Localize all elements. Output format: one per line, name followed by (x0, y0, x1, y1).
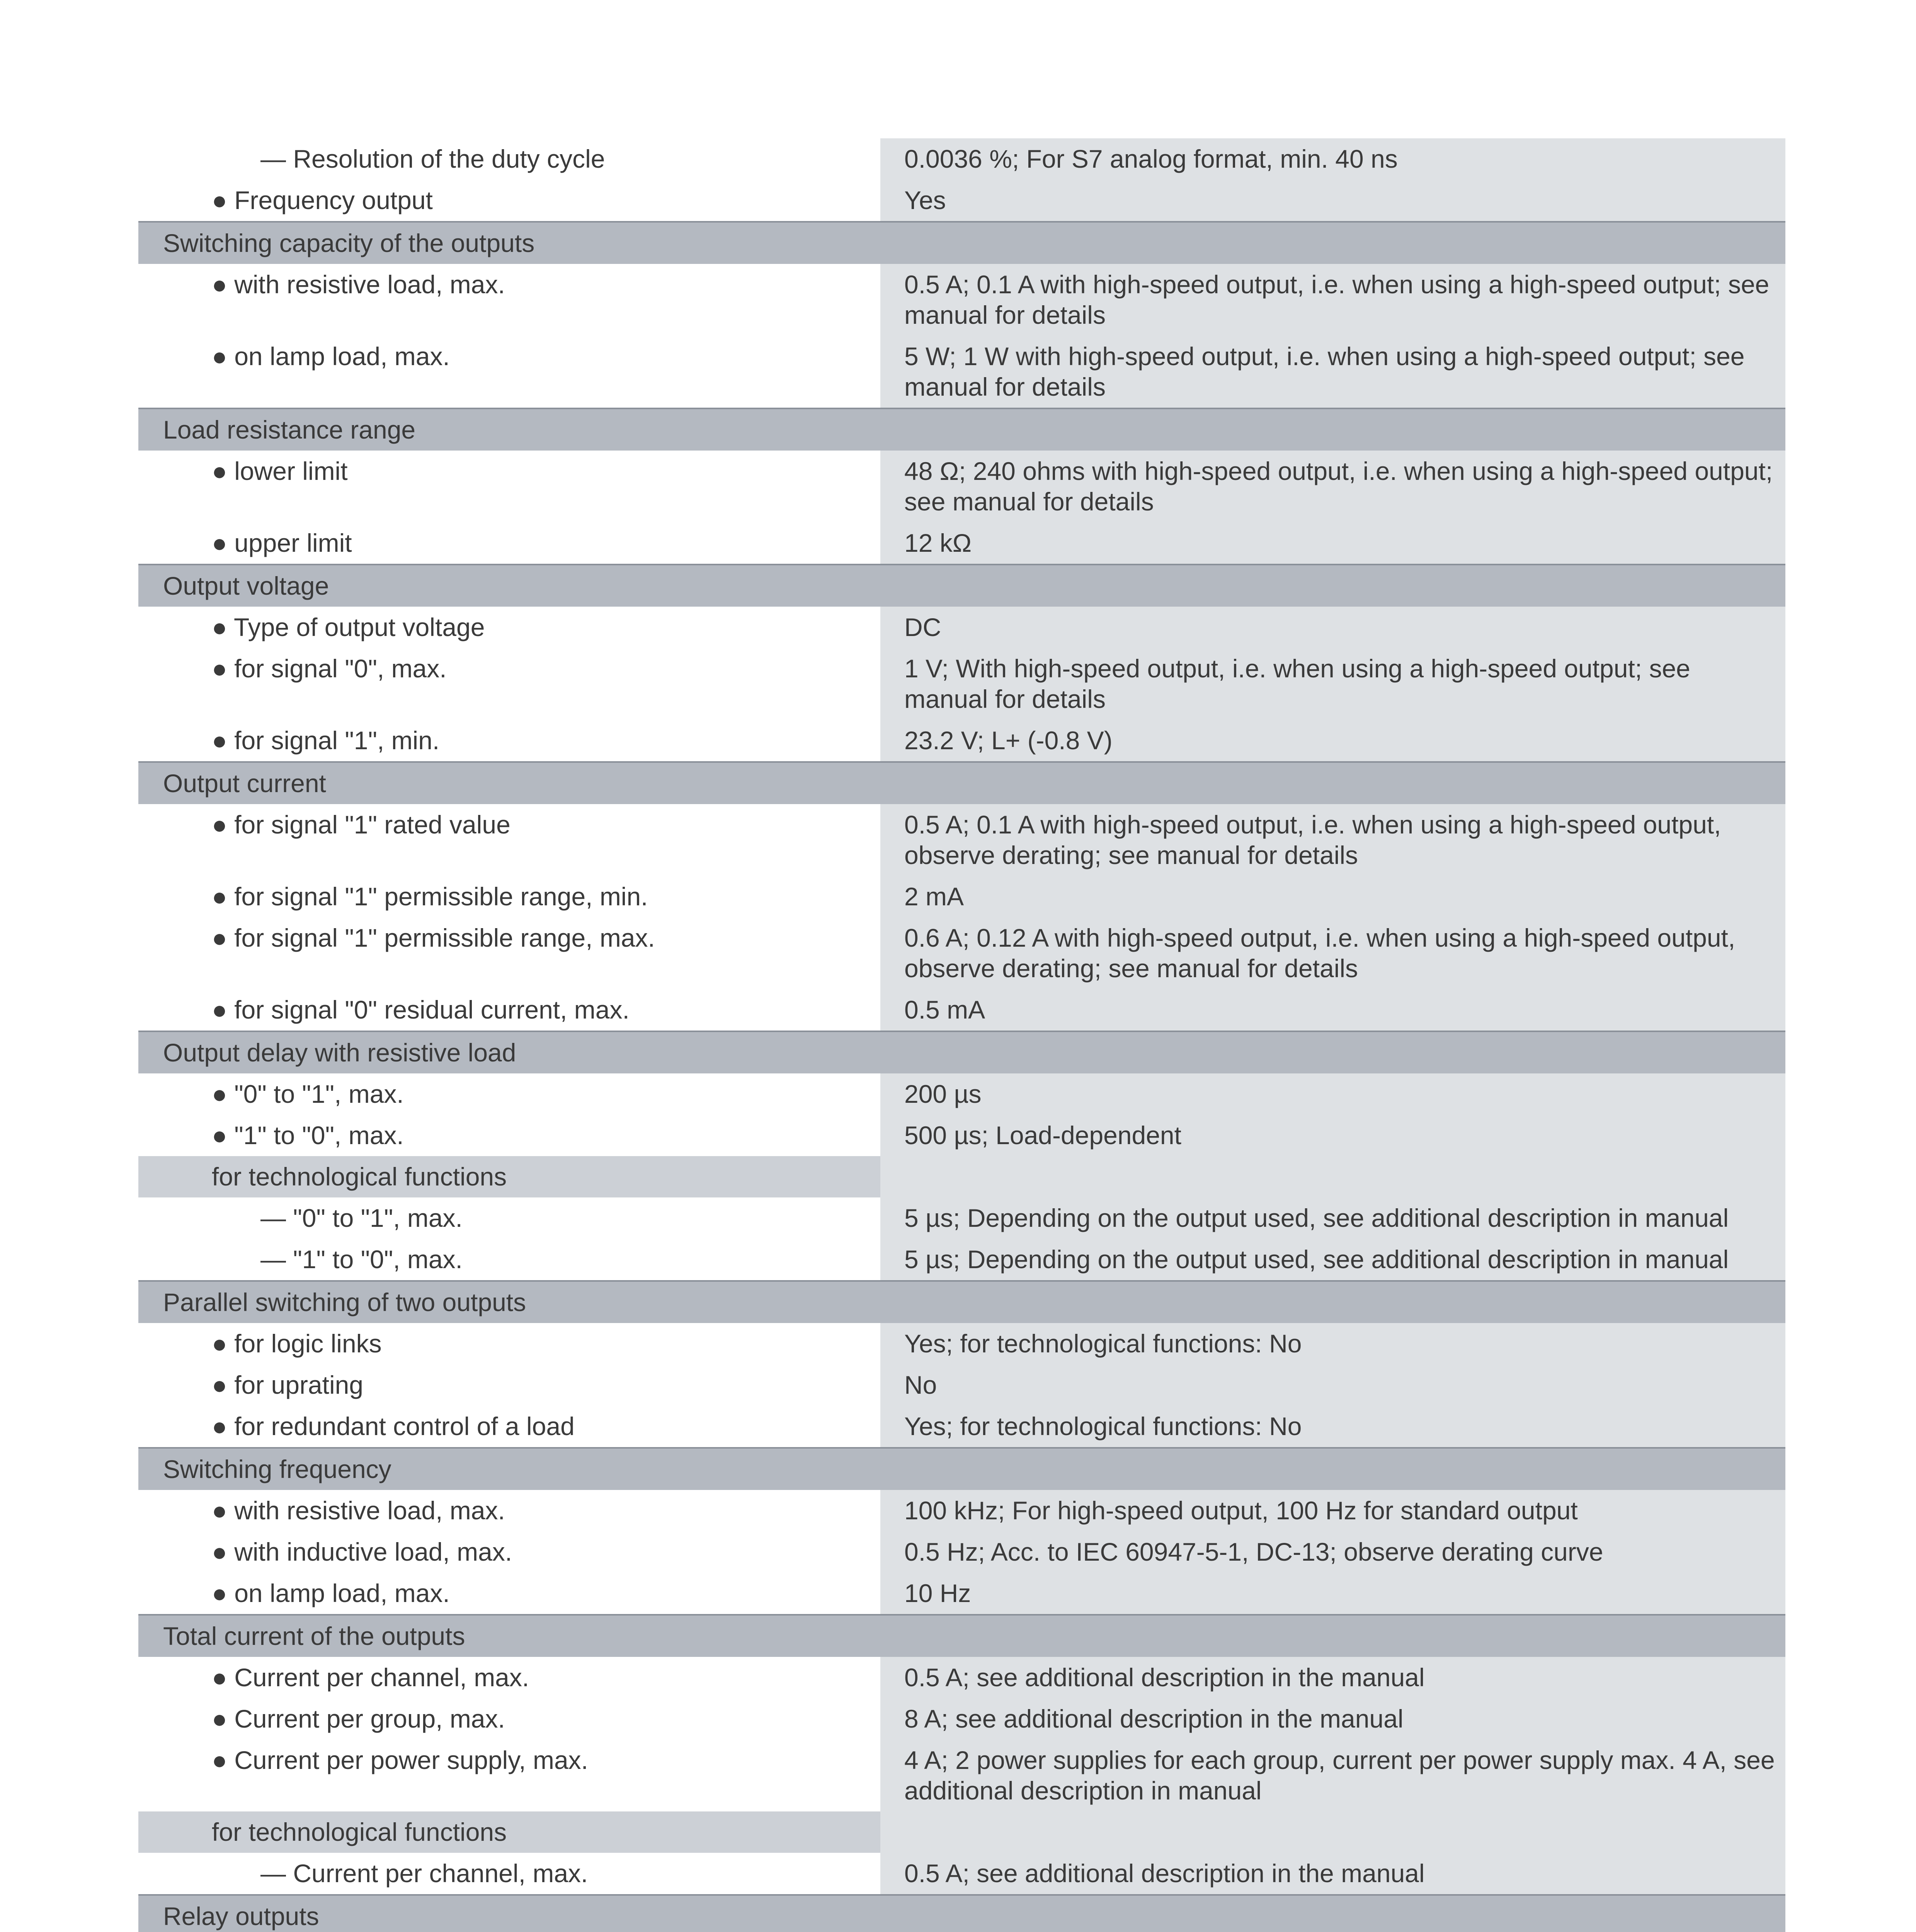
spec-row (138, 989, 1785, 1031)
group-header-label: Switching frequency (163, 1455, 391, 1483)
group-header-label: Relay outputs (163, 1902, 319, 1930)
spec-row (138, 336, 1785, 408)
spec-row (138, 1490, 1785, 1531)
spec-label: ● Current per channel, max. (212, 1663, 529, 1692)
spec-value: Yes; for technological functions: No (880, 1406, 1785, 1447)
spec-value: DC (880, 607, 1785, 648)
spec-value: 0.5 A; 0.1 A with high-speed output, i.e. when using a high-speed output; see manual for details (880, 264, 1785, 336)
group-header-label: Load resistance range (163, 415, 416, 444)
spec-label: ● for logic links (212, 1329, 382, 1358)
spec-label: ● for uprating (212, 1371, 364, 1399)
subgroup-header-row (138, 1811, 1785, 1853)
spec-row (138, 1323, 1785, 1364)
spec-value: 23.2 V; L+ (-0.8 V) (880, 720, 1785, 761)
subgroup-header-row (138, 1156, 1785, 1197)
spec-label: ● for signal "0" residual current, max. (212, 995, 630, 1024)
spec-value: 5 µs; Depending on the output used, see additional description in manual (880, 1197, 1785, 1239)
spec-label: ● on lamp load, max. (212, 342, 450, 371)
spec-value: 0.5 mA (880, 989, 1785, 1031)
spec-row (138, 607, 1785, 648)
group-header-row (138, 1614, 1785, 1657)
spec-value: 5 W; 1 W with high-speed output, i.e. when using a high-speed output; see manual for details (880, 336, 1785, 408)
group-header-label: Total current of the outputs (163, 1622, 465, 1650)
spec-label: — "1" to "0", max. (260, 1245, 463, 1274)
spec-value: 12 kΩ (880, 522, 1785, 564)
group-header-label: Output voltage (163, 571, 329, 600)
spec-label: — "0" to "1", max. (260, 1204, 463, 1232)
group-header-row (138, 1447, 1785, 1490)
spec-label: ● Current per group, max. (212, 1704, 505, 1733)
spec-label: ● "1" to "0", max. (212, 1121, 404, 1150)
spec-label: ● with resistive load, max. (212, 1496, 505, 1525)
spec-row (138, 1406, 1785, 1447)
spec-label: ● for signal "1" rated value (212, 810, 510, 839)
subgroup-header-label: for technological functions (138, 1811, 880, 1853)
spec-label: ● Type of output voltage (212, 613, 485, 641)
spec-label: ● Current per power supply, max. (212, 1746, 589, 1774)
spec-row (138, 917, 1785, 989)
spec-label: ● for signal "1" permissible range, max. (212, 923, 655, 952)
spec-row (138, 1197, 1785, 1239)
spec-value: No (880, 1364, 1785, 1406)
spec-value: 48 Ω; 240 ohms with high-speed output, i.e. when using a high-speed output; see manual for details (880, 451, 1785, 522)
spec-value: 0.5 Hz; Acc. to IEC 60947-5-1, DC-13; observe derating curve (880, 1531, 1785, 1573)
spec-row (138, 451, 1785, 522)
group-header-row (138, 408, 1785, 451)
spec-value: 0.6 A; 0.12 A with high-speed output, i.e. when using a high-speed output, observe derating; see manual for details (880, 917, 1785, 989)
spec-row (138, 1657, 1785, 1698)
spec-row (138, 264, 1785, 336)
spec-value: 0.5 A; 0.1 A with high-speed output, i.e. when using a high-speed output, observe derating; see manual for details (880, 804, 1785, 876)
group-header-label: Output current (163, 769, 326, 798)
spec-row (138, 1698, 1785, 1740)
spec-label: — Resolution of the duty cycle (260, 145, 605, 173)
spec-value: 100 kHz; For high-speed output, 100 Hz for standard output (880, 1490, 1785, 1531)
spec-row (138, 1573, 1785, 1614)
group-header-label: Parallel switching of two outputs (163, 1288, 526, 1316)
spec-row (138, 1115, 1785, 1156)
spec-value: 1 V; With high-speed output, i.e. when using a high-speed output; see manual for details (880, 648, 1785, 720)
spec-value: 10 Hz (880, 1573, 1785, 1614)
spec-row (138, 522, 1785, 564)
spec-value: Yes; for technological functions: No (880, 1323, 1785, 1364)
spec-table (138, 138, 1785, 1932)
spec-row (138, 138, 1785, 180)
spec-label: ● on lamp load, max. (212, 1579, 450, 1607)
group-header-row (138, 1894, 1785, 1932)
spec-row (138, 1853, 1785, 1894)
spec-row (138, 876, 1785, 917)
spec-row (138, 1740, 1785, 1811)
spec-value: Yes (880, 180, 1785, 221)
subgroup-value-cell (880, 1156, 1785, 1197)
group-header-row (138, 1280, 1785, 1323)
group-header-row (138, 761, 1785, 804)
spec-value: 8 A; see additional description in the manual (880, 1698, 1785, 1740)
spec-value: 2 mA (880, 876, 1785, 917)
spec-label: ● lower limit (212, 457, 348, 485)
spec-row (138, 648, 1785, 720)
group-header-label: Switching capacity of the outputs (163, 229, 535, 257)
spec-label: — Current per channel, max. (260, 1859, 588, 1888)
spec-row (138, 1239, 1785, 1280)
spec-row (138, 1531, 1785, 1573)
spec-label: ● for signal "0", max. (212, 654, 447, 683)
group-header-label: Output delay with resistive load (163, 1038, 516, 1067)
group-header-row (138, 221, 1785, 264)
spec-label: ● Frequency output (212, 186, 433, 214)
spec-value: 500 µs; Load-dependent (880, 1115, 1785, 1156)
spec-label: ● with inductive load, max. (212, 1537, 512, 1566)
spec-row (138, 720, 1785, 761)
spec-value: 4 A; 2 power supplies for each group, current per power supply max. 4 A, see additional description in manual (880, 1740, 1785, 1811)
spec-value: 5 µs; Depending on the output used, see additional description in manual (880, 1239, 1785, 1280)
spec-value: 0.0036 %; For S7 analog format, min. 40 ns (880, 138, 1785, 180)
spec-value: 0.5 A; see additional description in the manual (880, 1657, 1785, 1698)
subgroup-value-cell (880, 1811, 1785, 1853)
spec-row (138, 180, 1785, 221)
spec-label: ● upper limit (212, 529, 352, 557)
group-header-row (138, 564, 1785, 607)
spec-label: ● with resistive load, max. (212, 270, 505, 299)
spec-value: 200 µs (880, 1073, 1785, 1115)
spec-row (138, 1073, 1785, 1115)
subgroup-header-label: for technological functions (138, 1156, 880, 1197)
spec-row (138, 1364, 1785, 1406)
spec-label: ● for signal "1", min. (212, 726, 440, 755)
spec-value: 0.5 A; see additional description in the manual (880, 1853, 1785, 1894)
spec-label: ● for redundant control of a load (212, 1412, 575, 1440)
group-header-row (138, 1031, 1785, 1073)
spec-label: ● "0" to "1", max. (212, 1080, 404, 1108)
spec-row (138, 804, 1785, 876)
spec-label: ● for signal "1" permissible range, min. (212, 882, 648, 911)
